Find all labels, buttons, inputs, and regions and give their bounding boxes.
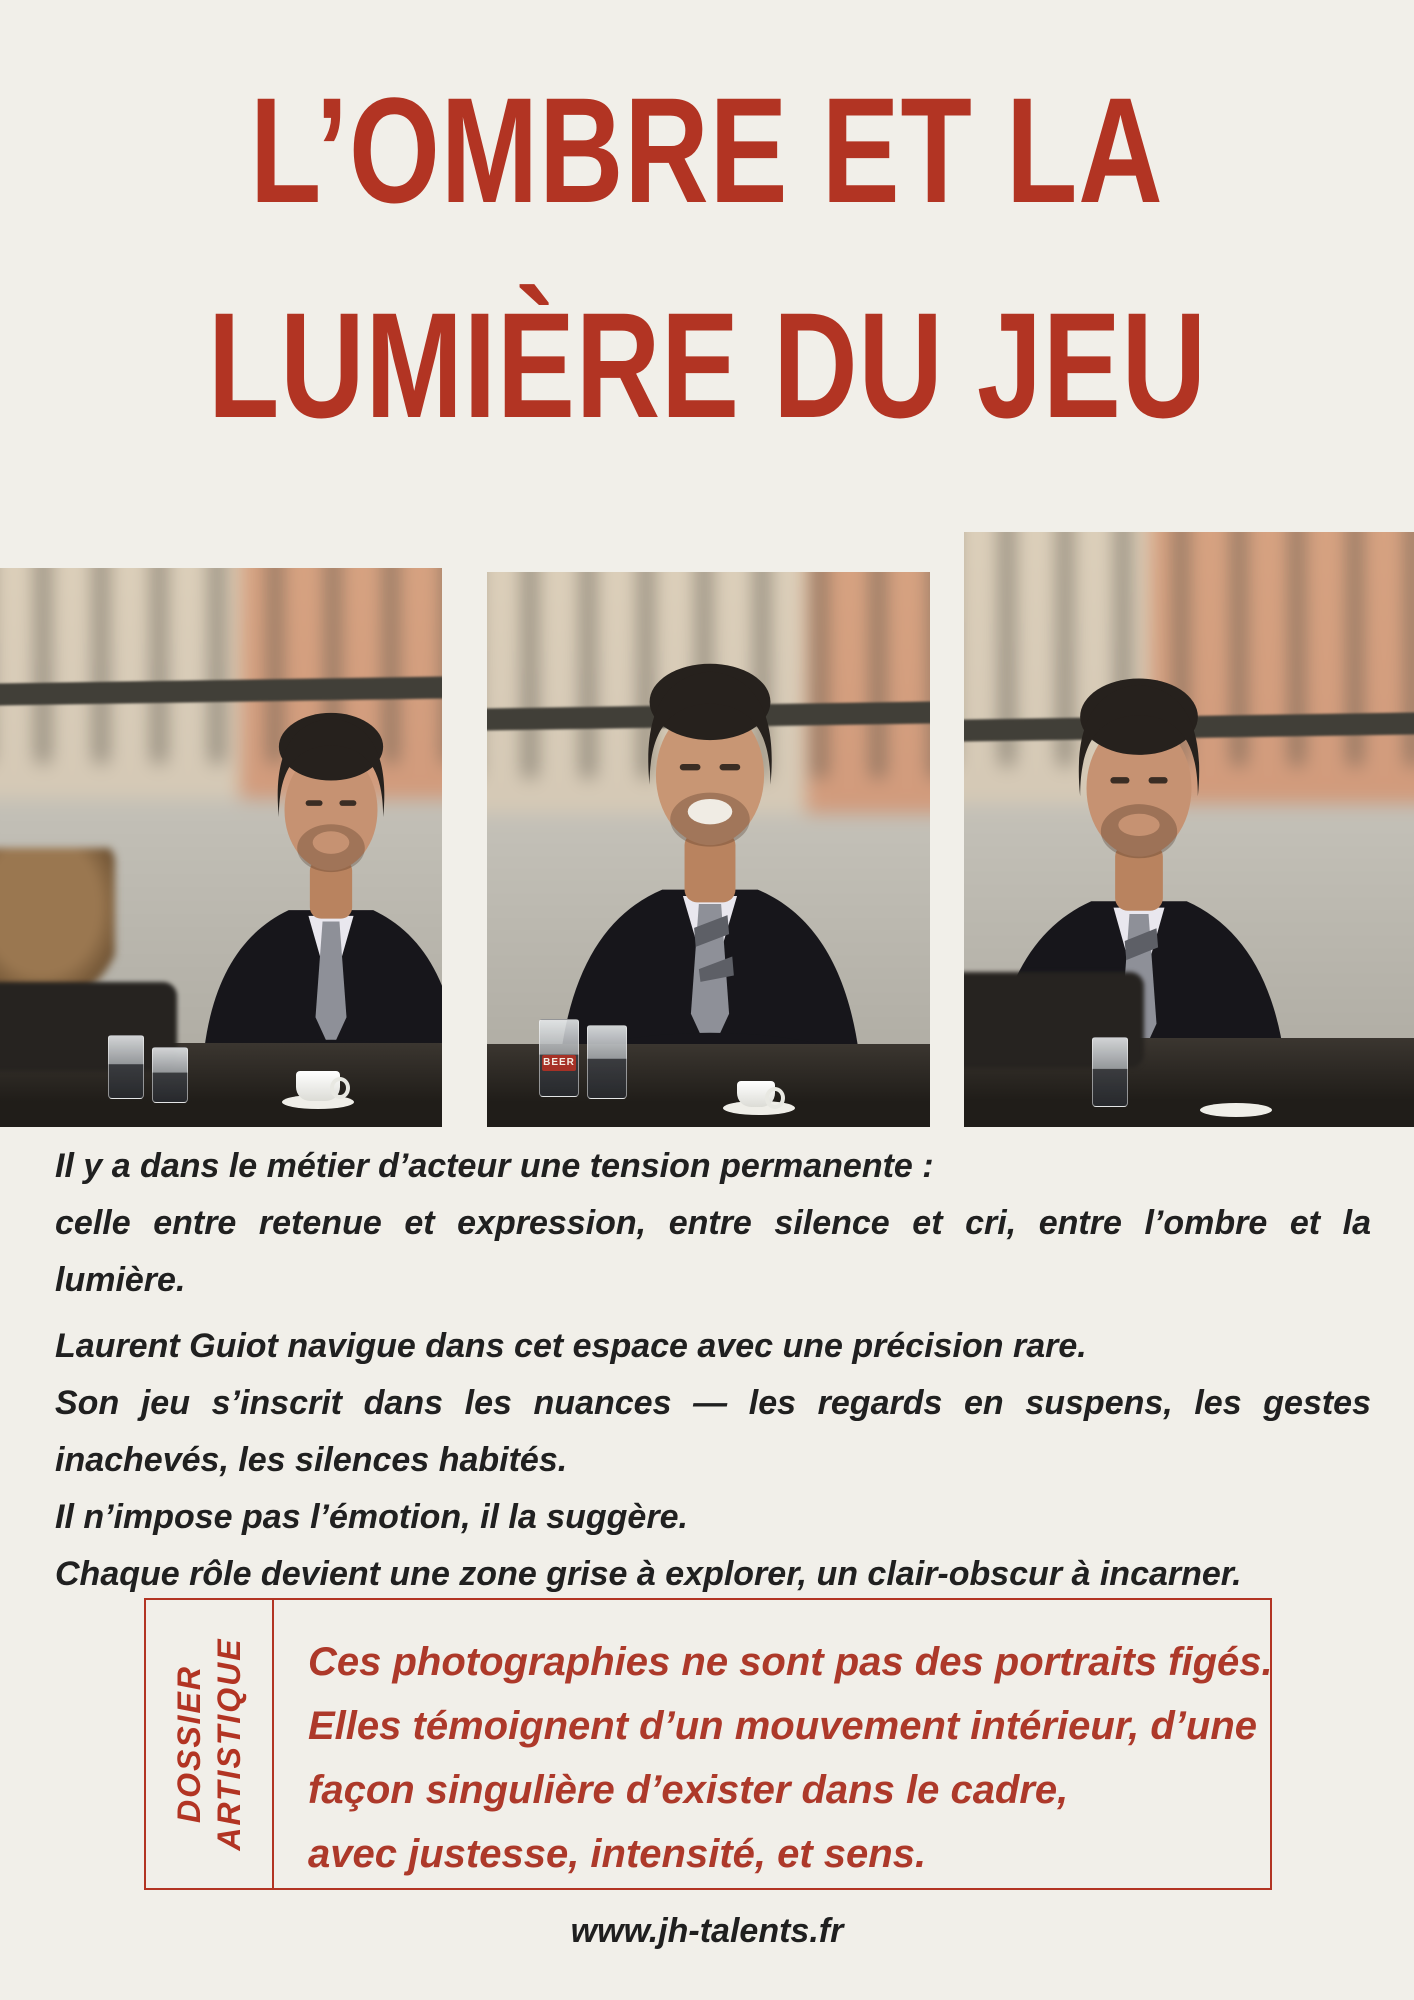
page-title-text-1: L’OMBRE ET LA (250, 66, 1164, 234)
body-line: Laurent Guiot navigue dans cet espace avec une précision rare. (55, 1327, 1087, 1365)
website-url: www.jh-talents.fr (570, 1912, 844, 1950)
portrait-photo-right (964, 532, 1414, 1127)
dossier-artistique-box (144, 1598, 1272, 1890)
person-silhouette (176, 665, 442, 1088)
body-line: Il n’impose pas l’émotion, il la suggère. (55, 1498, 688, 1536)
dossier-box-side-label (146, 1600, 274, 1888)
dossier-label-line-2: ARTISTIQUE (211, 1637, 247, 1851)
dossier-line: façon singulière d’exister dans le cadre, (308, 1768, 1069, 1812)
body-line: inachevés, les silences habités. (55, 1441, 568, 1479)
person-silhouette (535, 616, 885, 1093)
chair-silhouette (0, 982, 177, 1071)
page-title-text-2: LUMIÈRE DU JEU (207, 281, 1207, 449)
dossier-box-content (274, 1600, 1293, 1888)
dossier-line: Elles témoignent d’un mouvement intérieur, d’une (308, 1704, 1258, 1748)
beer-glass (587, 1025, 627, 1099)
page-title-line-2 (0, 255, 1414, 475)
dossier-rotated-label (169, 1637, 249, 1850)
intro-paragraph (55, 1138, 1371, 1309)
portrait-photo-middle (487, 572, 930, 1127)
beer-glass-label: BEER (542, 1055, 576, 1071)
water-glass (108, 1035, 144, 1099)
body-line: Son jeu s’inscrit dans les nuances — les regards en suspens, les gestes (55, 1384, 1371, 1422)
beer-glass (539, 1019, 579, 1097)
coffee-cup (296, 1071, 340, 1101)
description-paragraph (55, 1318, 1371, 1603)
espresso-cup (737, 1081, 775, 1107)
portrait-photo-left (0, 568, 442, 1127)
saucer (1200, 1103, 1272, 1117)
body-line: Il y a dans le métier d’acteur une tension permanente : (55, 1147, 934, 1185)
body-line: celle entre retenue et expression, entre silence et cri, entre l’ombre et la (55, 1204, 1371, 1242)
dossier-label-line-1: DOSSIER (171, 1664, 207, 1824)
dossier-line: Ces photographies ne sont pas des portraits figés. (308, 1640, 1273, 1684)
body-line: lumière. (55, 1261, 186, 1299)
water-glass (1092, 1037, 1128, 1107)
dossier-line: avec justesse, intensité, et sens. (308, 1832, 927, 1876)
page-title-line-1 (0, 40, 1414, 260)
body-line: Chaque rôle devient une zone grise à explorer, un clair-obscur à incarner. (55, 1555, 1242, 1593)
wooden-barrel (0, 848, 115, 993)
water-glass (152, 1047, 188, 1103)
